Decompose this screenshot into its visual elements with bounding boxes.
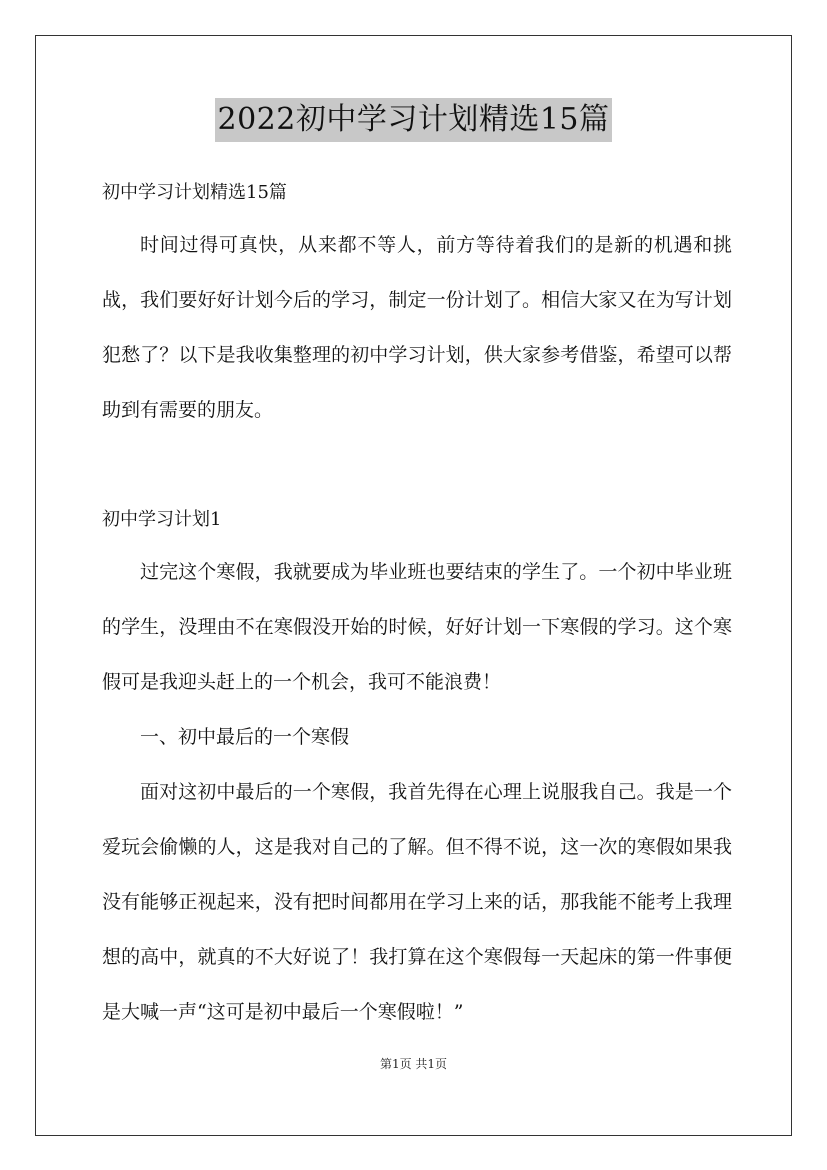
document-body bbox=[102, 168, 732, 1040]
title-container bbox=[0, 98, 827, 142]
list-heading: 一、初中最后的一个寒假 bbox=[140, 726, 350, 748]
document-title: 2022初中学习计划精选15篇 bbox=[215, 98, 611, 142]
page-footer: 第1页 共1页 bbox=[379, 1057, 448, 1071]
section-paragraph-1: 过完这个寒假，我就要成为毕业班也要结束的学生了。一个初中毕业班的学生，没理由不在寒假没开始的时候，好好计划一下寒假的学习。这个寒假可是我迎头赶上的一个机会，我可不能浪费！ bbox=[102, 561, 732, 693]
section-heading: 初中学习计划1 bbox=[102, 509, 222, 530]
section-paragraph-2: 面对这初中最后的一个寒假，我首先得在心理上说服我自己。我是一个爱玩会偷懒的人，这是我对自己的了解。但不得不说，这一次的寒假如果我没有能够正视起来，没有把时间都用在学习上来的话，那我能不能考上我理想的高中，就真的不大好说了！我打算在这个寒假每一天起床的第一件事便是大喊一声“这可是初中最后一个寒假啦！” bbox=[102, 781, 732, 1023]
intro-paragraph: 时间过得可真快，从来都不等人，前方等待着我们的是新的机遇和挑战，我们要好好计划今后的学习，制定一份计划了。相信大家又在为写计划犯愁了？以下是我收集整理的初中学习计划，供大家参考借鉴，希望可以帮助到有需要的朋友。 bbox=[102, 234, 732, 421]
document-subtitle: 初中学习计划精选15篇 bbox=[102, 182, 287, 203]
